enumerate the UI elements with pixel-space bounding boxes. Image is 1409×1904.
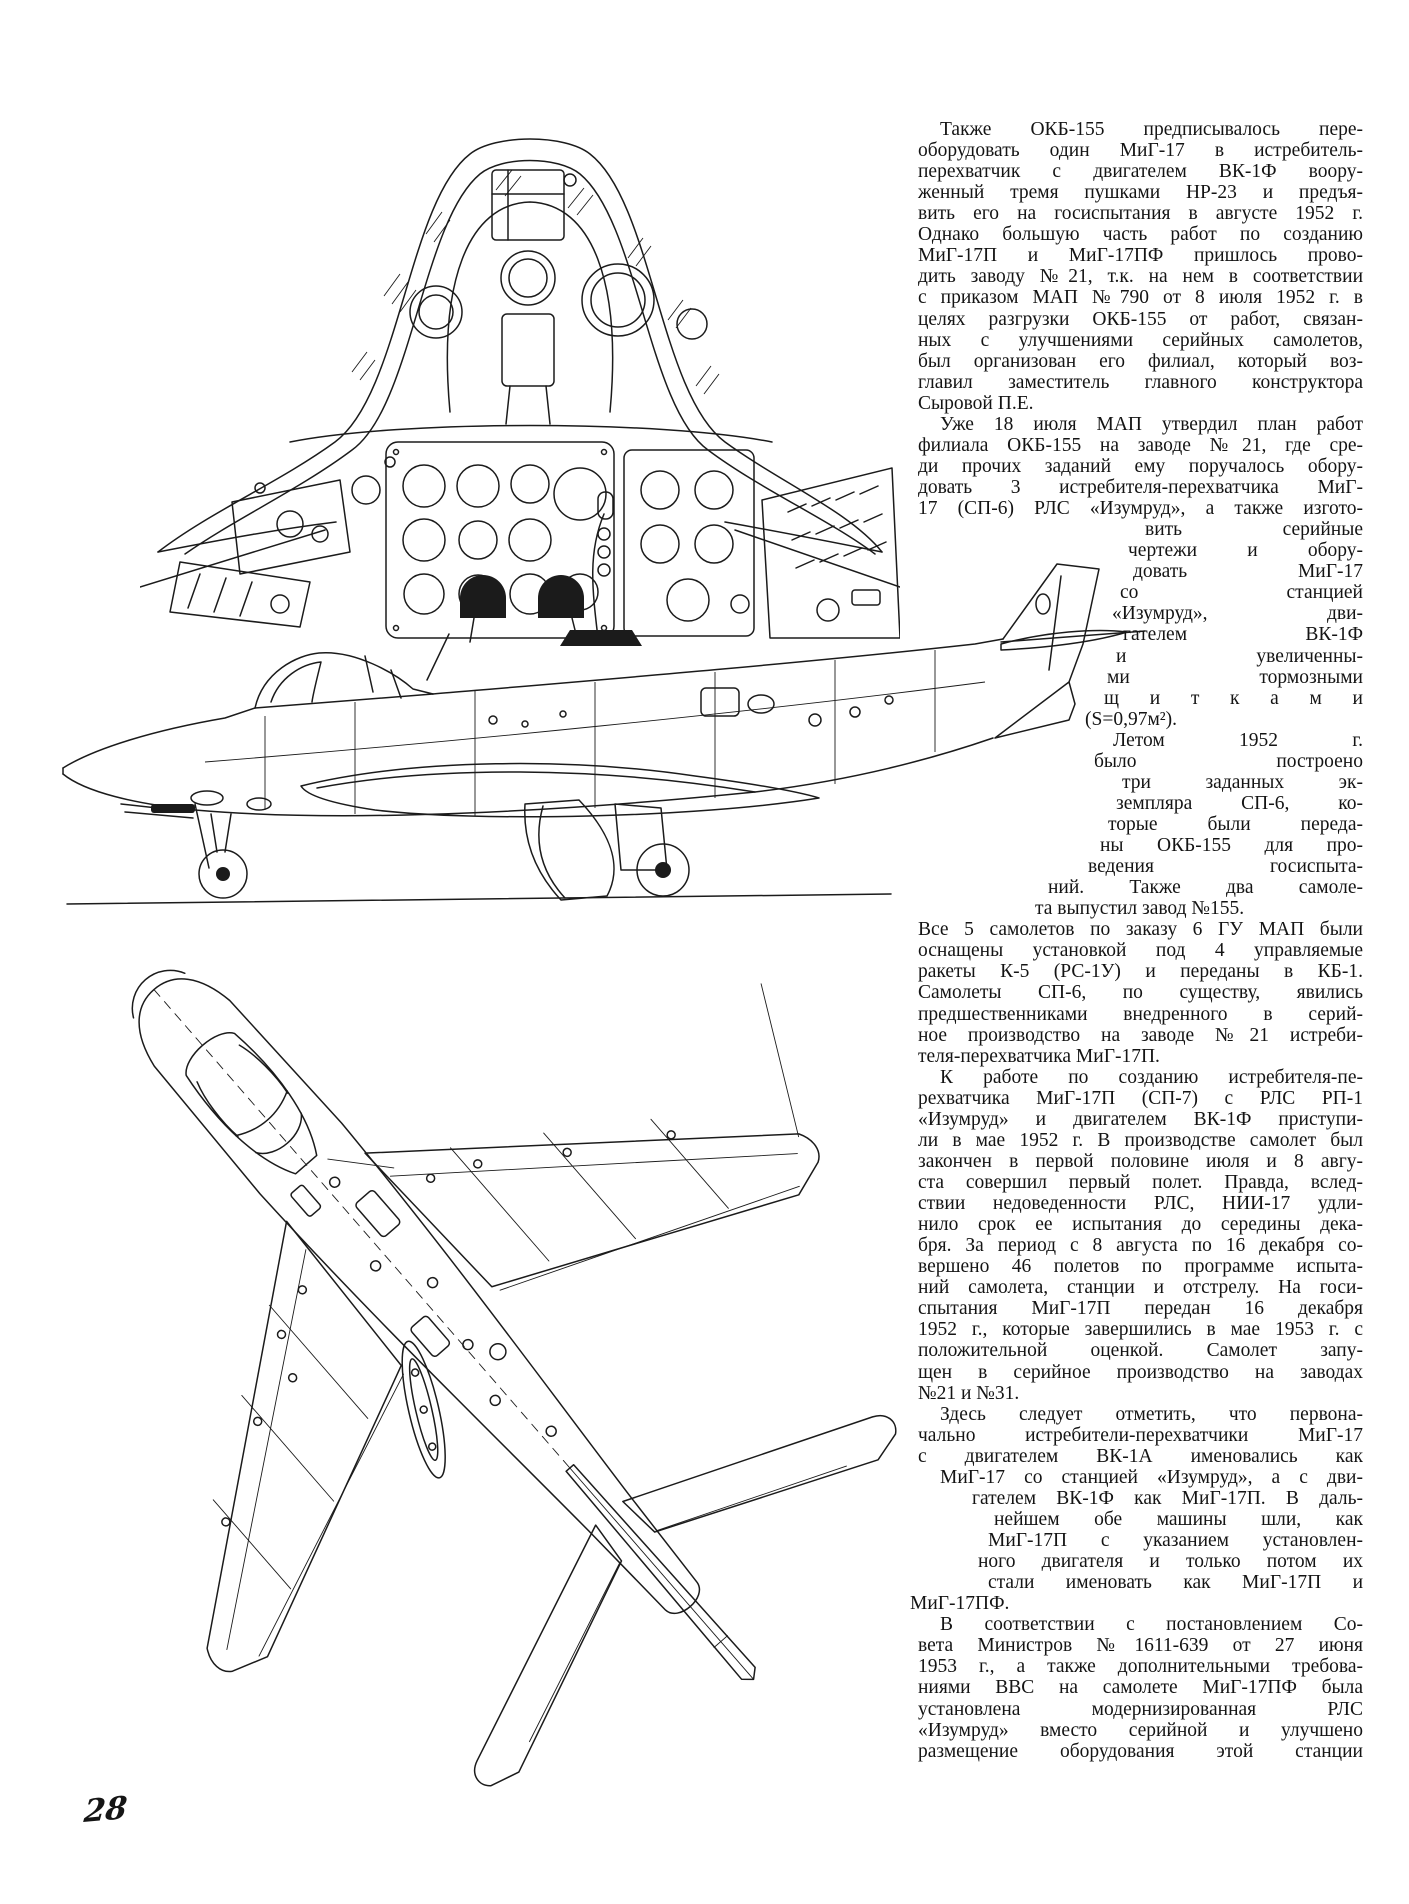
text-line: гателем ВК-1Ф как МиГ-17П. В даль- xyxy=(972,1488,1363,1509)
text-line: ди прочих заданий ему поручалось обору- xyxy=(918,456,1363,477)
canopy-arch xyxy=(140,139,900,587)
canopy xyxy=(255,634,449,708)
text-line: ного двигателя и только потом их xyxy=(978,1551,1363,1572)
text-line: торые были переда- xyxy=(1108,814,1363,835)
text-line: с двигателем ВК-1А именовались как xyxy=(918,1446,1363,1467)
text-line: с приказом МАП №790 от 8 июля 1952 г. в xyxy=(918,287,1363,308)
text-line: ны ОКБ-155 для про- xyxy=(1100,835,1363,856)
fuselage xyxy=(63,639,1075,816)
plan-flap-fairing xyxy=(393,1338,454,1481)
ground-line xyxy=(67,894,891,904)
text-line: «Изумруд», дви- xyxy=(1112,603,1363,624)
canopy-glass-hatching xyxy=(352,170,719,394)
text-line: та выпустил завод №155. xyxy=(1035,898,1245,919)
text-line: было построено xyxy=(1094,751,1363,772)
text-line: МиГ-17 со станцией «Изумруд», а с дви- xyxy=(940,1467,1363,1488)
text-line: и увеличенны- xyxy=(1116,646,1363,667)
text-line: МиГ-17П и МиГ-17ПФ пришлось прово- xyxy=(918,245,1363,266)
tail-fin xyxy=(1003,564,1099,682)
plan-view-drawing xyxy=(40,928,1000,1808)
text-line: установлена модернизированная РЛС xyxy=(918,1699,1363,1720)
text-line: вить его на госиспытания в августе 1952 г. xyxy=(918,203,1363,224)
text-line: гателем ВК-1Ф xyxy=(1123,624,1363,645)
text-line: рехватчика МиГ-17П (СП-7) с РЛС РП-1 xyxy=(918,1088,1363,1109)
plan-left-wing xyxy=(40,1221,494,1686)
text-line: положительной оценкой. Самолет запу- xyxy=(918,1340,1363,1361)
text-line: чертежи и обору- xyxy=(1128,540,1363,561)
text-line: бря. За период с 8 августа по 16 декабря со- xyxy=(918,1235,1363,1256)
page-number: 28 xyxy=(82,1789,129,1831)
text-line: ное производство на заводе №21 истреби- xyxy=(918,1025,1363,1046)
text-line: МиГ-17П с указанием установлен- xyxy=(988,1530,1363,1551)
text-line: ниями ВВС на самолете МиГ-17ПФ была xyxy=(918,1677,1363,1698)
text-line: щ и т к а м и xyxy=(1104,688,1363,709)
text-line: щен в серийное производство на заводах xyxy=(918,1362,1363,1383)
text-line: главил заместитель главного конструктора xyxy=(918,372,1363,393)
text-line: чально истребители-перехватчики МиГ-17 xyxy=(918,1425,1363,1446)
text-line: Сыровой П.Е. xyxy=(918,393,1034,414)
text-line: МиГ-17ПФ. xyxy=(910,1593,1010,1614)
text-line: филиала ОКБ-155 на заводе №21, где сре- xyxy=(918,435,1363,456)
text-line: стали именовать как МиГ-17П и xyxy=(988,1572,1363,1593)
landing-gear xyxy=(195,804,689,898)
text-line: довать 3 истребителя-перехватчика МиГ- xyxy=(918,477,1363,498)
text-line: Также ОКБ-155 предписывалось пере- xyxy=(940,119,1363,140)
text-line: со станцией xyxy=(1120,582,1363,603)
text-line: земпляра СП-6, ко- xyxy=(1116,793,1363,814)
text-line: ми тормозными xyxy=(1107,667,1363,688)
text-line: ствии недоведенности РЛС, НИИ-17 удли- xyxy=(918,1193,1363,1214)
text-line: Самолеты СП-6, по существу, явились xyxy=(918,982,1363,1003)
text-line: №21 и №31. xyxy=(918,1383,1020,1404)
text-line: закончен в первой половине июля и 8 авгу- xyxy=(918,1151,1363,1172)
text-line: Здесь следует отметить, что первона- xyxy=(940,1404,1363,1425)
text-line: перехватчик с двигателем ВК-1Ф воору- xyxy=(918,161,1363,182)
text-line: Летом 1952 г. xyxy=(1113,730,1363,751)
coaming-gauges xyxy=(410,264,707,339)
plan-fuselage-details xyxy=(290,1151,573,1462)
text-line: оборудовать один МиГ-17 в истребитель- xyxy=(918,140,1363,161)
text-line: 17 (СП-6) РЛС «Изумруд», а также изгото- xyxy=(918,498,1363,519)
text-line: ведения госиспыта- xyxy=(1088,856,1363,877)
plan-fin-edge xyxy=(563,1462,760,1685)
text-line: нейшем обе машины шли, как xyxy=(994,1509,1363,1530)
text-line: «Изумруд» и двигателем ВК-1Ф приступи- xyxy=(918,1109,1363,1130)
text-line: ракеты К-5 (РС-1У) и переданы в КБ-1. xyxy=(918,961,1363,982)
text-line: ста совершил первый полет. Правда, вслед- xyxy=(918,1172,1363,1193)
text-line: В соответствии с постановлением Со- xyxy=(940,1614,1363,1635)
text-line: спытания МиГ-17П передан 16 декабря xyxy=(918,1298,1363,1319)
text-line: оснащены установкой под 4 управляемые xyxy=(918,940,1363,961)
text-line: Уже 18 июля МАП утвердил план работ xyxy=(940,414,1363,435)
text-line: 1952 г., которые завершились в мае 1953 г. с xyxy=(918,1319,1363,1340)
text-line: вить серийные xyxy=(1145,519,1363,540)
panel-lines xyxy=(205,650,985,816)
side-view-drawing xyxy=(55,552,1155,914)
text-line: К работе по созданию истребителя-пе- xyxy=(940,1067,1363,1088)
text-line: теля-перехватчика МиГ-17П. xyxy=(918,1046,1160,1067)
text-line: вершено 46 полетов по программе испыта- xyxy=(918,1256,1363,1277)
text-line: целях разгрузки ОКБ-155 от работ, связан- xyxy=(918,309,1363,330)
text-line: ных с улучшениями серийных самолетов, xyxy=(918,330,1363,351)
text-line: Все 5 самолетов по заказу 6 ГУ МАП были xyxy=(918,919,1363,940)
text-line: дить заводу №21, т.к. на нем в соответствии xyxy=(918,266,1363,287)
text-line: (S=0,97м²). xyxy=(1085,709,1178,730)
text-line: ли в мае 1952 г. В производстве самолет был xyxy=(918,1130,1363,1151)
text-line: 1953 г., а также дополнительными требова- xyxy=(918,1656,1363,1677)
text-line: ний. Также два самоле- xyxy=(1048,877,1363,898)
text-line: три заданных эк- xyxy=(1122,772,1363,793)
text-line: вета Министров №1611-639 от 27 июня xyxy=(918,1635,1363,1656)
text-line: был организован его филиал, который воз- xyxy=(918,351,1363,372)
text-line: нило срок ее испытания до середины дека- xyxy=(918,1214,1363,1235)
text-line: ний самолета, станции и отстрелу. На госи- xyxy=(918,1277,1363,1298)
text-line: Однако большую часть работ по созданию xyxy=(918,224,1363,245)
text-line: женный тремя пушками НР-23 и предъя- xyxy=(918,182,1363,203)
text-line: «Изумруд» вместо серийной и улучшено xyxy=(918,1720,1363,1741)
text-line: размещение оборудования этой станции xyxy=(918,1741,1363,1762)
text-line: довать МиГ-17 xyxy=(1133,561,1363,582)
text-line: предшественниками внедренного в серий- xyxy=(918,1004,1363,1025)
